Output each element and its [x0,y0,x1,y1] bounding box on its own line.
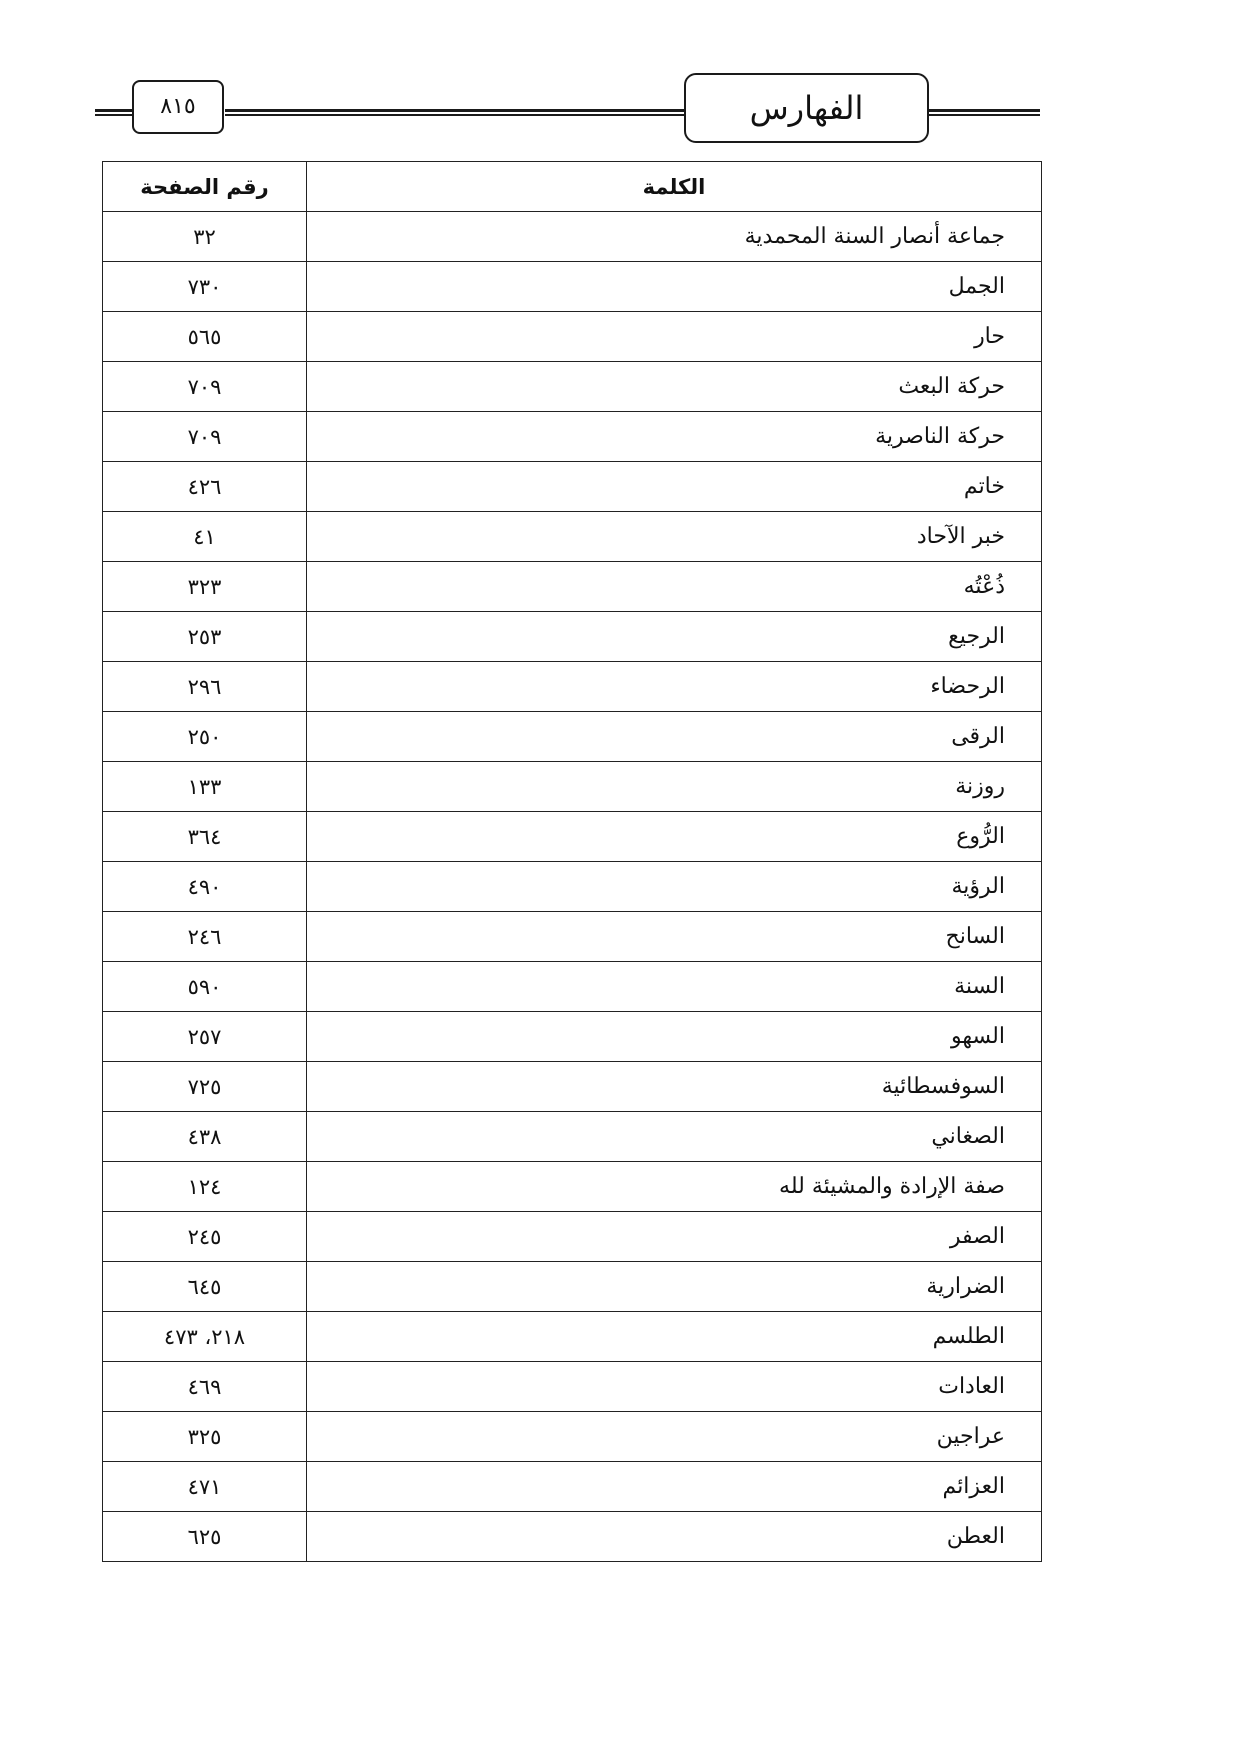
index-table [102,161,1042,1562]
row-page-number: ١٢٤ [103,1162,307,1212]
row-page-number: ٥٦٥ [103,312,307,362]
table-row [103,212,1042,262]
table-row [103,412,1042,462]
row-page-number: ٦٢٥ [103,1512,307,1562]
row-page-number: ٣٢ [103,212,307,262]
row-word: خبر الآحاد [307,512,1042,562]
section-title: الفهارس [749,89,864,127]
table-row [103,1312,1042,1362]
table-row [103,562,1042,612]
row-page-number: ٧٠٩ [103,412,307,462]
row-page-number: ٤١ [103,512,307,562]
row-page-number: ٢٩٦ [103,662,307,712]
table-header-row [103,162,1042,212]
row-word: السوفسطائية [307,1062,1042,1112]
row-page-number: ٤٢٦ [103,462,307,512]
table-row [103,1512,1042,1562]
row-word: عراجين [307,1412,1042,1462]
row-word: جماعة أنصار السنة المحمدية [307,212,1042,262]
table-row [103,1162,1042,1212]
column-header-word: الكلمة [307,162,1042,212]
table-row [103,812,1042,862]
row-word: الضرارية [307,1262,1042,1312]
table-row [103,1012,1042,1062]
table-row [103,1212,1042,1262]
row-word: الرُّوع [307,812,1042,862]
row-word: الصفر [307,1212,1042,1262]
row-word: الصغاني [307,1112,1042,1162]
table-row [103,262,1042,312]
row-page-number: ٦٤٥ [103,1262,307,1312]
row-word: العادات [307,1362,1042,1412]
row-page-number: ١٣٣ [103,762,307,812]
table-row [103,612,1042,662]
table-row [103,362,1042,412]
section-title-box [684,73,929,143]
table-row [103,1262,1042,1312]
row-page-number: ٢٥٣ [103,612,307,662]
page-number: ٨١٥ [160,94,196,119]
row-word: السانح [307,912,1042,962]
table-row [103,762,1042,812]
row-word: السنة [307,962,1042,1012]
table-row [103,1062,1042,1112]
row-word: حركة الناصرية [307,412,1042,462]
row-word: العطن [307,1512,1042,1562]
row-word: السهو [307,1012,1042,1062]
row-page-number: ٣٢٣ [103,562,307,612]
table-row [103,512,1042,562]
page-header [0,0,1240,150]
row-page-number: ٧٣٠ [103,262,307,312]
row-page-number: ٢٤٦ [103,912,307,962]
table-row [103,1112,1042,1162]
header-rule-left [95,109,135,116]
row-page-number: ٧٢٥ [103,1062,307,1112]
table-row [103,962,1042,1012]
column-header-page: رقم الصفحة [103,162,307,212]
row-word: خاتم [307,462,1042,512]
table-row [103,912,1042,962]
table-row [103,712,1042,762]
row-word: روزنة [307,762,1042,812]
row-word: الرقى [307,712,1042,762]
row-page-number: ٣٦٤ [103,812,307,862]
row-word: ذُعْتُه [307,562,1042,612]
row-page-number: ٤٣٨ [103,1112,307,1162]
row-word: الرؤية [307,862,1042,912]
header-rule-right [927,109,1040,116]
row-page-number: ٤٩٠ [103,862,307,912]
table-row [103,662,1042,712]
row-page-number: ٢٥٧ [103,1012,307,1062]
row-page-number: ٤٧١ [103,1462,307,1512]
row-word: الجمل [307,262,1042,312]
row-word: الطلسم [307,1312,1042,1362]
table-row [103,312,1042,362]
table-row [103,1412,1042,1462]
table-row [103,1362,1042,1412]
row-page-number: ٢١٨، ٤٧٣ [103,1312,307,1362]
table-row [103,862,1042,912]
header-rule-middle [225,109,685,116]
row-word: صفة الإرادة والمشيئة لله [307,1162,1042,1212]
row-word: الرجيع [307,612,1042,662]
table-row [103,1462,1042,1512]
row-page-number: ٧٠٩ [103,362,307,412]
page-number-box [132,80,224,134]
row-page-number: ٢٥٠ [103,712,307,762]
row-page-number: ٤٦٩ [103,1362,307,1412]
row-word: الرحضاء [307,662,1042,712]
row-word: العزائم [307,1462,1042,1512]
row-page-number: ٥٩٠ [103,962,307,1012]
row-word: حركة البعث [307,362,1042,412]
row-page-number: ٣٢٥ [103,1412,307,1462]
table-row [103,462,1042,512]
row-word: حار [307,312,1042,362]
row-page-number: ٢٤٥ [103,1212,307,1262]
